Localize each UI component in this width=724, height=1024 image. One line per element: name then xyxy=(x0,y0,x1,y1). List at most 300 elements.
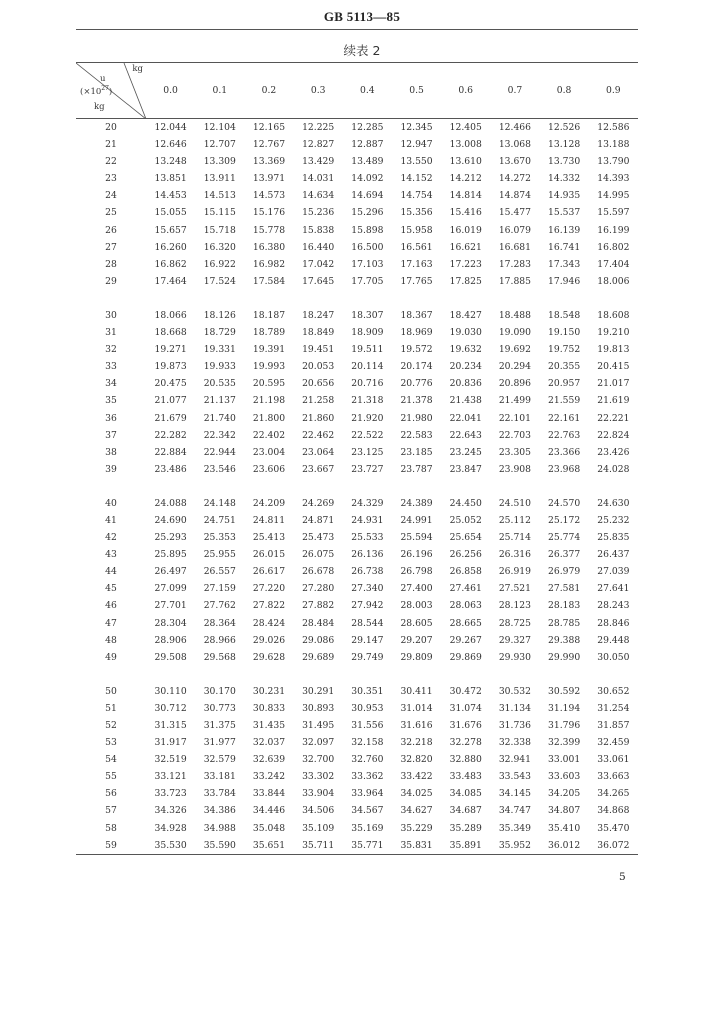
group-spacer-cell xyxy=(76,666,638,683)
table-cell: 24.450 xyxy=(449,497,482,509)
table-cell: 31.315 xyxy=(154,720,187,731)
table-cell: 14.694 xyxy=(351,190,384,202)
table-row xyxy=(76,820,638,837)
table-cell: 21.800 xyxy=(252,412,286,424)
row-label: 55 xyxy=(105,771,117,783)
table-cell: 16.500 xyxy=(351,241,384,253)
table-cell: 32.639 xyxy=(252,754,286,766)
table-caption: 续表 2 xyxy=(343,43,381,58)
table-cell: 25.895 xyxy=(154,549,187,561)
table-row xyxy=(76,495,638,512)
table-cell: 12.345 xyxy=(400,122,433,133)
multiplier-suffix: ) xyxy=(108,86,113,97)
table-cell: 12.586 xyxy=(597,122,630,133)
table-row xyxy=(76,597,638,614)
table-cell: 13.610 xyxy=(449,156,482,168)
table-cell: 19.150 xyxy=(548,327,581,339)
table-cell: 27.340 xyxy=(351,583,384,595)
table-cell: 25.533 xyxy=(351,532,384,544)
table-cell: 31.134 xyxy=(498,702,531,714)
table-cell: 18.187 xyxy=(252,309,286,321)
table-cell: 22.161 xyxy=(548,412,581,424)
corner-kg-top: kg xyxy=(132,64,143,74)
table-cell: 14.874 xyxy=(498,190,531,202)
table-row xyxy=(76,768,638,785)
table-row xyxy=(76,529,638,546)
table-cell: 19.873 xyxy=(154,361,187,373)
table-row xyxy=(76,563,638,580)
table-cell: 34.747 xyxy=(498,805,531,817)
table-cell: 35.711 xyxy=(302,839,335,851)
table-cell: 34.205 xyxy=(548,788,581,800)
table-cell: 35.349 xyxy=(498,822,531,834)
table-cell: 29.628 xyxy=(252,651,286,663)
table-cell: 16.741 xyxy=(548,241,581,253)
table-cell: 16.621 xyxy=(449,241,482,253)
row-label: 36 xyxy=(105,412,117,424)
row-label: 53 xyxy=(105,737,117,749)
table-cell: 20.415 xyxy=(597,361,630,373)
table-cell: 24.570 xyxy=(548,497,581,509)
table-cell: 23.486 xyxy=(154,463,187,475)
table-cell: 30.532 xyxy=(498,685,531,697)
table-cell: 30.170 xyxy=(203,685,236,697)
page-number: 5 xyxy=(619,871,626,883)
table-cell: 30.773 xyxy=(203,702,236,714)
table-cell: 26.678 xyxy=(302,566,335,578)
row-label: 51 xyxy=(105,702,117,714)
table-cell: 20.595 xyxy=(252,378,286,390)
table-row xyxy=(76,444,638,461)
table-cell: 36.072 xyxy=(597,839,630,851)
header-row xyxy=(76,63,638,119)
table-cell: 30.592 xyxy=(548,685,581,697)
table-cell: 18.969 xyxy=(400,327,433,339)
row-label: 34 xyxy=(105,378,117,390)
table-cell: 16.199 xyxy=(597,224,630,236)
table-cell: 21.137 xyxy=(203,395,236,407)
table-cell: 16.260 xyxy=(154,241,187,253)
table-cell: 12.104 xyxy=(203,122,236,133)
table-cell: 19.933 xyxy=(203,361,236,373)
table-cell: 19.692 xyxy=(498,344,531,356)
table-cell: 15.958 xyxy=(400,224,433,236)
table-cell: 35.048 xyxy=(252,822,286,834)
table-cell: 23.305 xyxy=(498,446,531,458)
table-cell: 14.212 xyxy=(449,173,482,185)
table-cell: 12.225 xyxy=(302,122,335,133)
table-cell: 21.980 xyxy=(400,412,433,424)
table-cell: 33.904 xyxy=(302,788,335,800)
table-cell: 21.258 xyxy=(302,395,335,407)
table-cell: 23.667 xyxy=(302,463,335,475)
table-cell: 29.388 xyxy=(548,634,581,646)
table-row xyxy=(76,153,638,170)
table-cell: 15.657 xyxy=(154,224,187,236)
table-cell: 19.331 xyxy=(203,344,236,356)
table-cell: 19.752 xyxy=(548,344,581,356)
table-cell: 30.231 xyxy=(252,685,286,697)
table-cell: 28.846 xyxy=(597,617,630,629)
table-cell: 26.075 xyxy=(302,549,335,561)
table-cell: 20.234 xyxy=(449,361,482,373)
table-row xyxy=(76,700,638,717)
row-label: 23 xyxy=(105,173,117,185)
table-cell: 29.990 xyxy=(548,651,581,663)
row-label: 41 xyxy=(105,514,117,526)
table-cell: 22.884 xyxy=(154,446,187,458)
table-row xyxy=(76,239,638,256)
row-label: 30 xyxy=(105,309,117,321)
table-cell: 27.581 xyxy=(548,583,581,595)
table-cell: 28.364 xyxy=(203,617,236,629)
table-cell: 25.835 xyxy=(597,532,630,544)
table-cell: 13.971 xyxy=(252,173,286,185)
table-row xyxy=(76,256,638,273)
table-cell: 18.668 xyxy=(154,327,187,339)
table-cell: 14.935 xyxy=(548,190,581,202)
table-cell: 15.236 xyxy=(302,207,335,219)
table-cell: 17.343 xyxy=(548,258,581,270)
row-label: 40 xyxy=(105,497,117,509)
column-header: 0.3 xyxy=(294,63,343,119)
table-cell: 28.605 xyxy=(400,617,433,629)
table-cell: 30.411 xyxy=(400,685,433,697)
table-cell: 29.749 xyxy=(351,651,384,663)
table-cell: 27.521 xyxy=(498,583,531,595)
table-cell: 28.003 xyxy=(400,600,433,612)
table-cell: 30.472 xyxy=(449,685,482,697)
table-cell: 25.774 xyxy=(548,532,581,544)
group-spacer xyxy=(76,478,638,495)
table-cell: 29.508 xyxy=(154,651,187,663)
table-cell: 25.353 xyxy=(203,532,236,544)
column-header: 0.8 xyxy=(540,63,589,119)
group-spacer-cell xyxy=(76,290,638,307)
row-label: 26 xyxy=(105,224,117,236)
table-cell: 14.995 xyxy=(597,190,630,202)
footer-rule xyxy=(76,854,638,855)
table-cell: 25.594 xyxy=(400,532,433,544)
multiplier-exponent: 27 xyxy=(101,85,109,92)
table-row xyxy=(76,341,638,358)
conversion-table xyxy=(76,62,638,855)
table-cell: 32.880 xyxy=(449,754,482,766)
table-cell: 26.437 xyxy=(597,549,630,561)
table-cell: 17.163 xyxy=(400,258,433,270)
column-header: 0.5 xyxy=(392,63,441,119)
table-cell: 26.919 xyxy=(498,566,531,578)
table-cell: 15.115 xyxy=(203,207,236,219)
table-cell: 27.039 xyxy=(597,566,630,578)
row-label: 25 xyxy=(105,207,117,219)
table-cell: 34.145 xyxy=(498,788,531,800)
table-cell: 25.112 xyxy=(498,514,531,526)
table-cell: 29.267 xyxy=(449,634,482,646)
table-cell: 20.053 xyxy=(302,361,335,373)
table-cell: 18.247 xyxy=(302,309,335,321)
table-cell: 28.183 xyxy=(548,600,581,612)
table-cell: 27.762 xyxy=(203,600,236,612)
table-cell: 30.833 xyxy=(252,702,286,714)
table-cell: 22.342 xyxy=(203,429,236,441)
row-label: 28 xyxy=(105,258,117,270)
table-cell: 18.548 xyxy=(548,309,581,321)
table-cell: 18.006 xyxy=(597,275,630,287)
header-rule xyxy=(76,29,638,30)
table-cell: 25.654 xyxy=(449,532,482,544)
table-cell: 16.922 xyxy=(203,258,236,270)
table-cell: 17.584 xyxy=(252,275,286,287)
table-cell: 19.993 xyxy=(252,361,286,373)
row-label: 49 xyxy=(105,651,117,663)
table-cell: 14.031 xyxy=(302,173,335,185)
table-cell: 26.196 xyxy=(400,549,433,561)
table-cell: 12.646 xyxy=(154,139,187,151)
table-row xyxy=(76,392,638,409)
table-cell: 21.679 xyxy=(154,412,187,424)
table-cell: 35.169 xyxy=(351,822,384,834)
table-cell: 13.369 xyxy=(252,156,286,168)
table-cell: 15.778 xyxy=(252,224,286,236)
table-cell: 16.862 xyxy=(154,258,187,270)
table-cell: 14.152 xyxy=(400,173,433,185)
table-cell: 13.128 xyxy=(548,139,581,151)
table-cell: 15.537 xyxy=(548,207,581,219)
table-cell: 35.651 xyxy=(252,839,286,851)
table-cell: 24.871 xyxy=(302,514,335,526)
table-cell: 20.716 xyxy=(351,378,384,390)
table-cell: 34.928 xyxy=(154,822,187,834)
table-cell: 14.332 xyxy=(548,173,581,185)
table-cell: 12.887 xyxy=(351,139,384,151)
table-cell: 26.738 xyxy=(351,566,384,578)
table-footer xyxy=(76,854,638,855)
table-cell: 13.790 xyxy=(597,156,630,168)
table-cell: 13.008 xyxy=(449,139,482,151)
table-cell: 14.513 xyxy=(203,190,236,202)
table-cell: 28.484 xyxy=(302,617,335,629)
table-cell: 31.556 xyxy=(351,720,384,731)
table-cell: 18.367 xyxy=(400,309,433,321)
row-label: 31 xyxy=(105,327,117,339)
table-cell: 35.952 xyxy=(498,839,531,851)
table-cell: 23.366 xyxy=(548,446,581,458)
table-cell: 18.608 xyxy=(597,309,630,321)
table-cell: 33.001 xyxy=(548,754,581,766)
table-cell: 24.209 xyxy=(252,497,286,509)
table-cell: 17.765 xyxy=(400,275,433,287)
table-cell: 21.438 xyxy=(449,395,482,407)
table-cell: 22.041 xyxy=(449,412,482,424)
table-cell: 27.701 xyxy=(154,600,187,612)
table-cell: 31.254 xyxy=(597,702,630,714)
table-cell: 16.681 xyxy=(498,241,531,253)
table-cell: 13.730 xyxy=(548,156,581,168)
table-row xyxy=(76,649,638,666)
table-cell: 22.763 xyxy=(548,429,581,441)
table-cell: 21.318 xyxy=(351,395,384,407)
table-cell: 23.125 xyxy=(351,446,384,458)
table-row xyxy=(76,512,638,529)
table-cell: 33.061 xyxy=(597,754,630,766)
table-cell: 27.882 xyxy=(302,600,335,612)
table-cell: 31.917 xyxy=(154,737,187,749)
row-label: 21 xyxy=(105,139,117,151)
table-row xyxy=(76,273,638,290)
row-label: 46 xyxy=(105,600,117,612)
row-label: 52 xyxy=(105,720,117,731)
table-cell: 23.908 xyxy=(498,463,531,475)
table-cell: 13.911 xyxy=(203,173,236,185)
table-cell: 31.495 xyxy=(302,720,335,731)
table-cell: 30.893 xyxy=(302,702,335,714)
table-cell: 35.831 xyxy=(400,839,433,851)
table-cell: 16.019 xyxy=(449,224,482,236)
table-cell: 33.422 xyxy=(400,771,433,783)
table-cell: 17.825 xyxy=(449,275,482,287)
table-cell: 25.172 xyxy=(548,514,581,526)
table-cell: 20.656 xyxy=(302,378,335,390)
table-cell: 34.025 xyxy=(400,788,433,800)
table-cell: 12.767 xyxy=(252,139,286,151)
footer-rule-row xyxy=(76,854,638,855)
row-label: 57 xyxy=(105,805,117,817)
table-cell: 29.809 xyxy=(400,651,433,663)
table-cell: 35.891 xyxy=(449,839,482,851)
table-cell: 29.869 xyxy=(449,651,482,663)
table-cell: 34.807 xyxy=(548,805,581,817)
table-row xyxy=(76,632,638,649)
table-cell: 17.464 xyxy=(154,275,187,287)
table-cell: 35.109 xyxy=(302,822,335,834)
table-cell: 20.957 xyxy=(548,378,581,390)
table-cell: 34.506 xyxy=(302,805,335,817)
table-cell: 12.947 xyxy=(400,139,433,151)
table-cell: 30.652 xyxy=(597,685,630,697)
table-cell: 27.461 xyxy=(449,583,482,595)
table-cell: 34.988 xyxy=(203,822,236,834)
table-cell: 28.966 xyxy=(203,634,236,646)
table-cell: 20.355 xyxy=(548,361,581,373)
table-cell: 19.210 xyxy=(597,327,630,339)
table-cell: 33.784 xyxy=(203,788,236,800)
table-cell: 24.991 xyxy=(400,514,433,526)
table-cell: 17.404 xyxy=(597,258,630,270)
table-row xyxy=(76,170,638,187)
table-row xyxy=(76,802,638,819)
row-label: 43 xyxy=(105,549,117,561)
table-cell: 24.751 xyxy=(203,514,236,526)
table-cell: 17.524 xyxy=(203,275,236,287)
table-cell: 27.159 xyxy=(203,583,236,595)
table-cell: 33.242 xyxy=(252,771,286,783)
table-cell: 29.689 xyxy=(302,651,335,663)
table-cell: 22.944 xyxy=(203,446,236,458)
row-label: 56 xyxy=(105,788,117,800)
table-cell: 34.868 xyxy=(597,805,630,817)
table-cell: 33.543 xyxy=(498,771,531,783)
table-cell: 24.389 xyxy=(400,497,433,509)
table-cell: 19.451 xyxy=(302,344,335,356)
table-cell: 12.827 xyxy=(302,139,335,151)
table-cell: 14.754 xyxy=(400,190,433,202)
table-cell: 15.838 xyxy=(302,224,335,236)
table-cell: 12.044 xyxy=(154,122,187,133)
group-spacer xyxy=(76,666,638,683)
table-cell: 32.218 xyxy=(400,737,433,749)
table-cell: 15.416 xyxy=(449,207,482,219)
table-cell: 33.302 xyxy=(302,771,335,783)
table-cell: 28.304 xyxy=(154,617,187,629)
table-cell: 27.280 xyxy=(302,583,335,595)
table-cell: 13.068 xyxy=(498,139,531,151)
table-cell: 25.413 xyxy=(252,532,286,544)
row-label: 29 xyxy=(105,275,117,287)
table-cell: 18.427 xyxy=(449,309,482,321)
row-label: 48 xyxy=(105,634,117,646)
table-cell: 16.440 xyxy=(302,241,335,253)
table-cell: 22.221 xyxy=(597,412,630,424)
table-row xyxy=(76,683,638,700)
table-cell: 25.955 xyxy=(203,549,236,561)
table-cell: 14.393 xyxy=(597,173,630,185)
table-cell: 31.014 xyxy=(400,702,433,714)
table-cell: 35.771 xyxy=(351,839,384,851)
row-label: 47 xyxy=(105,617,117,629)
table-cell: 15.176 xyxy=(252,207,286,219)
table-cell: 25.714 xyxy=(498,532,531,544)
table-row xyxy=(76,615,638,632)
corner-multiplier xyxy=(80,85,112,97)
table-cell: 21.559 xyxy=(548,395,581,407)
column-header: 0.0 xyxy=(146,63,195,119)
table-cell: 23.727 xyxy=(351,463,384,475)
table-cell: 29.448 xyxy=(597,634,630,646)
table-cell: 34.265 xyxy=(597,788,630,800)
multiplier-prefix: (×10 xyxy=(80,86,102,97)
table-cell: 23.245 xyxy=(449,446,482,458)
table-cell: 20.836 xyxy=(449,378,482,390)
table-cell: 13.670 xyxy=(498,156,531,168)
table-cell: 28.424 xyxy=(252,617,286,629)
table-cell: 32.579 xyxy=(203,754,236,766)
table-row xyxy=(76,751,638,768)
table-cell: 29.147 xyxy=(351,634,384,646)
table-cell: 34.085 xyxy=(449,788,482,800)
table-cell: 28.123 xyxy=(498,600,531,612)
row-label: 33 xyxy=(105,361,117,373)
table-row xyxy=(76,358,638,375)
column-header: 0.4 xyxy=(343,63,392,119)
corner-kg-bottom: kg xyxy=(94,102,105,112)
table-cell: 26.015 xyxy=(252,549,286,561)
table-cell: 29.207 xyxy=(400,634,433,646)
table-cell: 23.968 xyxy=(548,463,581,475)
table-cell: 32.760 xyxy=(351,754,384,766)
table-cell: 34.567 xyxy=(351,805,384,817)
table-cell: 28.906 xyxy=(154,634,187,646)
table-cell: 23.606 xyxy=(252,463,286,475)
table-cell: 26.557 xyxy=(203,566,236,578)
table-cell: 30.351 xyxy=(351,685,384,697)
column-header: 0.6 xyxy=(441,63,490,119)
row-label: 38 xyxy=(105,446,117,458)
table-cell: 25.232 xyxy=(597,514,630,526)
table-cell: 16.380 xyxy=(252,241,286,253)
table-cell: 22.101 xyxy=(498,412,531,424)
table-body xyxy=(76,119,638,855)
